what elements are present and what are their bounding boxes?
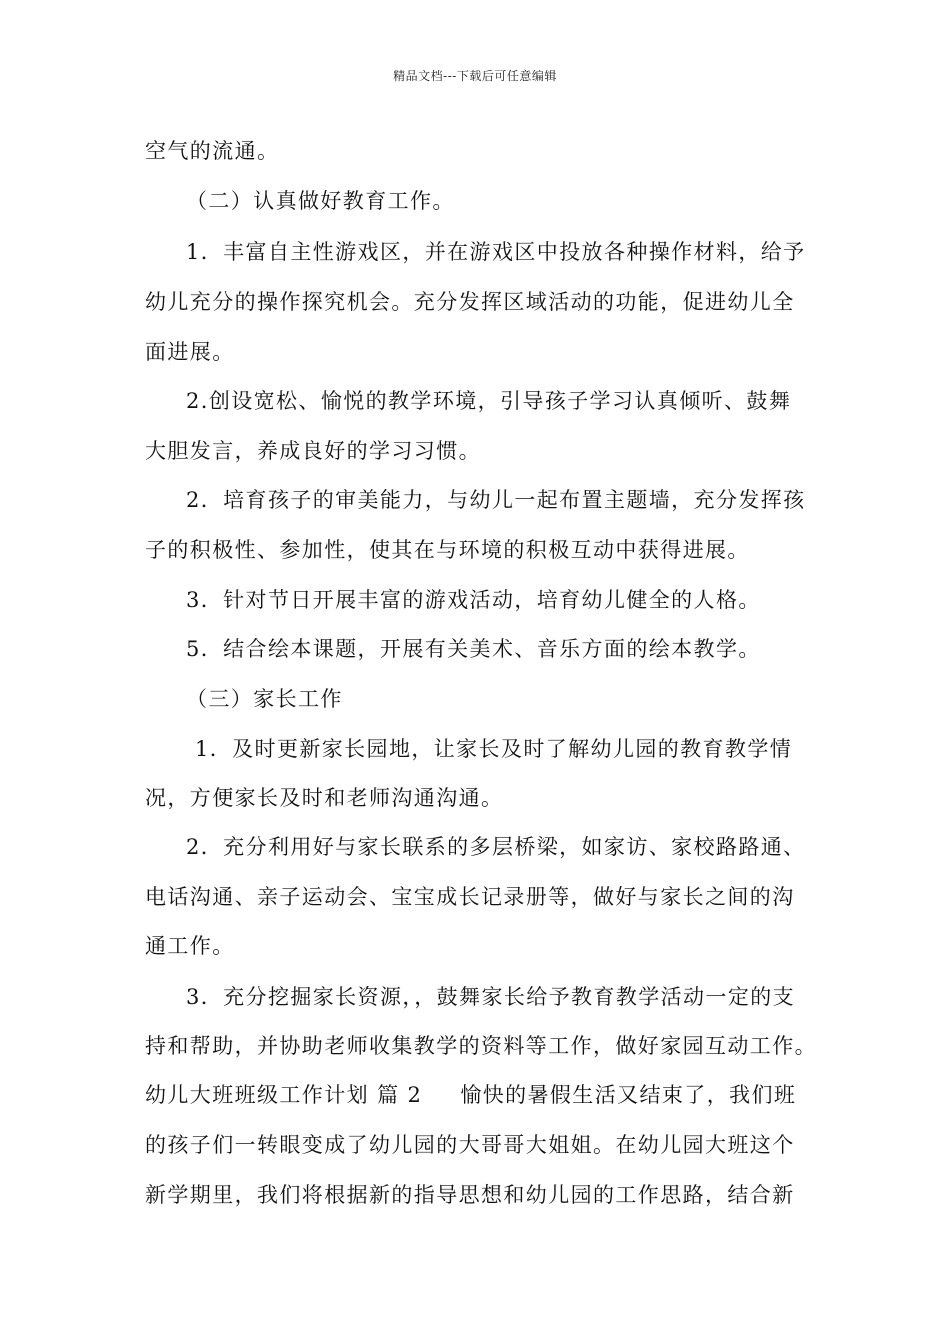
paragraph-line: 3．充分挖掘家长资源，，鼓舞家长给予教育教学活动一定的支 [186,985,796,1009]
paragraph-line: 电话沟通、亲子运动会、宝宝成长记录册等，做好与家长之间的沟 [145,885,795,909]
paragraph-line: 2.创设宽松、愉悦的教学环境，引导孩子学习认真倾听、鼓舞 [186,389,792,413]
paragraph-line: 2．充分利用好与家长联系的多层桥梁，如家访、家校路路通、 [186,835,806,859]
paragraph-line: 大胆发言，养成良好的学习习惯。 [145,439,481,463]
paragraph-line: 通工作。 [145,934,235,958]
section-heading: （二）认真做好教育工作。 [186,189,455,213]
paragraph-line: 新学期里，我们将根据新的指导思想和幼儿园的工作思路，结合新 [145,1183,795,1207]
paragraph-line: 1．及时更新家长园地，让家长及时了解幼儿园的教育教学情 [195,737,793,761]
paragraph-line: 1．丰富自主性游戏区，并在游戏区中投放各种操作材料，给予 [186,240,806,264]
page-header: 精品文档---下载后可任意编辑 [393,69,557,83]
document-title: 幼儿大班班级工作计划 篇 2 [145,1083,423,1107]
paragraph-line: 3．针对节日开展丰富的游戏活动，培育幼儿健全的人格。 [186,588,761,612]
paragraph-line: 子的积极性、参加性，使其在与环境的积极互动中获得进展。 [145,538,750,562]
paragraph-line: 的孩子们一转眼变成了幼儿园的大哥哥大姐姐。在幼儿园大班这个 [145,1133,795,1157]
paragraph-line: 2．培育孩子的审美能力，与幼儿一起布置主题墙，充分发挥孩 [186,488,806,512]
paragraph-line: 幼儿充分的操作探究机会。充分发挥区域活动的功能，促进幼儿全 [145,290,795,314]
paragraph-line: 况，方便家长及时和老师沟通沟通。 [145,786,504,810]
paragraph-line: 面进展。 [145,340,235,364]
paragraph-line: 空气的流通。 [145,139,280,163]
mixed-heading-line [145,1080,796,1110]
paragraph-line: 持和帮助，并协助老师收集教学的资料等工作，做好家园互动工作。 [145,1034,817,1058]
paragraph-line: 5．结合绘本课题，开展有关美术、音乐方面的绘本教学。 [186,637,761,661]
section-heading: （三）家长工作 [186,687,343,711]
paragraph-start: 愉快的暑假生活又结束了，我们班 [460,1083,797,1107]
